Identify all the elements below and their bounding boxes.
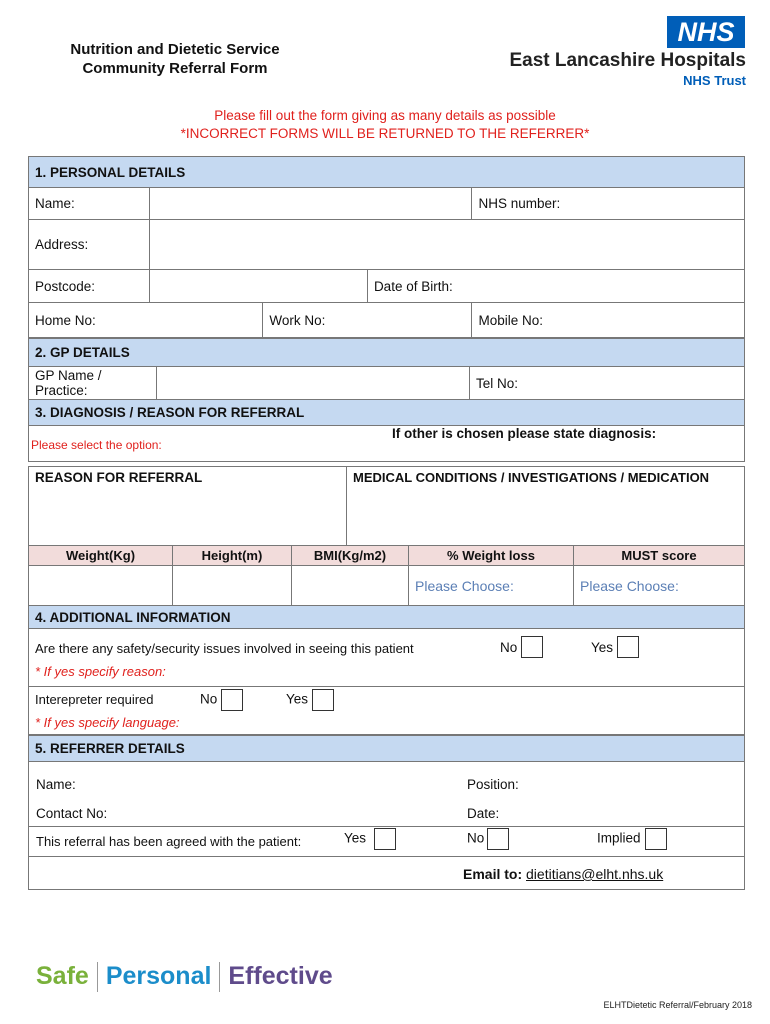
referrer-name-label: Name: (36, 777, 76, 792)
select-option-label: Please select the option: (31, 438, 162, 452)
postcode-label: Postcode: (29, 270, 150, 303)
interpreter-yes-label: Yes (286, 691, 309, 707)
form-title (30, 40, 320, 78)
logo-separator-1 (97, 962, 98, 992)
weight-loss-select[interactable] (409, 566, 574, 606)
address-field[interactable] (150, 220, 745, 270)
interpreter-no-checkbox[interactable] (221, 689, 243, 711)
if-yes-reason: * If yes specify reason: (35, 664, 166, 679)
height-field[interactable] (173, 566, 292, 606)
weight-loss-choose: Please Choose: (415, 577, 514, 594)
additional-info-table (28, 605, 745, 735)
values-logo (36, 962, 333, 992)
interpreter-row (29, 687, 745, 735)
interpreter-no-label: No (200, 691, 218, 707)
safety-row (29, 629, 745, 687)
notice-line-1: Please fill out the form giving as many details as possible (214, 108, 556, 123)
diagnosis-table (28, 399, 745, 462)
name-field[interactable] (150, 188, 472, 220)
nhs-logo: NHS (667, 16, 745, 48)
must-score-select[interactable] (574, 566, 745, 606)
agreed-yes-label: Yes (344, 830, 367, 846)
safety-yes-checkbox[interactable] (617, 636, 639, 658)
value-safe: Safe (36, 962, 89, 990)
postcode-field[interactable] (150, 270, 368, 303)
nhs-number-label: NHS number: (478, 196, 561, 211)
dob-field[interactable] (367, 270, 744, 303)
interpreter-label: Interepreter required (35, 692, 154, 707)
measurements-table (28, 545, 745, 606)
mobile-no-field[interactable] (472, 303, 745, 338)
agreed-implied-option (597, 828, 667, 850)
section-5-heading: 5. REFERRER DETAILS (29, 736, 745, 762)
work-no-field[interactable] (263, 303, 472, 338)
dob-label: Date of Birth: (373, 278, 453, 294)
must-score-choose: Please Choose: (580, 577, 679, 594)
agreed-no-label: No (467, 830, 485, 846)
value-personal: Personal (105, 962, 212, 990)
safety-yes-option (591, 636, 639, 658)
section-1-heading: 1. PERSONAL DETAILS (29, 157, 745, 188)
agreed-yes-checkbox[interactable] (374, 828, 396, 850)
height-header: Height(m) (173, 546, 292, 566)
medical-conditions-field[interactable] (347, 467, 745, 546)
referrer-divider (29, 826, 744, 827)
reason-table (28, 466, 745, 546)
diagnosis-select-row[interactable] (29, 426, 745, 462)
value-effective: Effective (228, 962, 333, 990)
if-yes-language: * If yes specify language: (35, 715, 180, 730)
referrer-position-label: Position: (467, 777, 519, 792)
weight-header: Weight(Kg) (29, 546, 173, 566)
bmi-header: BMI(Kg/m2) (292, 546, 409, 566)
gp-details-table (28, 338, 745, 400)
nhs-number-field[interactable] (472, 188, 745, 220)
work-no-label: Work No: (269, 312, 326, 328)
reason-label: REASON FOR REFERRAL (35, 470, 203, 485)
agreed-no-option (467, 828, 509, 850)
address-label: Address: (29, 220, 150, 270)
medical-label: MEDICAL CONDITIONS / INVESTIGATIONS / MEDICATION (353, 470, 710, 485)
gp-name-field[interactable] (157, 367, 470, 400)
org-name: East Lancashire Hospitals (509, 50, 746, 71)
home-no-label: Home No: (35, 312, 96, 328)
agreed-label: This referral has been agreed with the patient: (36, 834, 302, 849)
referrer-details-table (28, 735, 745, 890)
referrer-date-label: Date: (467, 806, 500, 821)
bmi-field[interactable] (292, 566, 409, 606)
gp-name-label: GP Name / Practice: (29, 367, 157, 400)
notice-line-2: *INCORRECT FORMS WILL BE RETURNED TO THE REFERRER* (180, 126, 590, 141)
safety-no-checkbox[interactable] (521, 636, 543, 658)
section-4-heading: 4. ADDITIONAL INFORMATION (29, 606, 745, 629)
safety-question: Are there any safety/security issues involved in seeing this patient (35, 641, 414, 656)
email-label: Email to: (463, 866, 523, 882)
must-score-header: MUST score (574, 546, 745, 566)
form-reference: ELHTDietetic Referral/February 2018 (603, 1000, 752, 1010)
section-2-heading: 2. GP DETAILS (29, 339, 745, 367)
interpreter-yes-checkbox[interactable] (312, 689, 334, 711)
weight-loss-header: % Weight loss (409, 546, 574, 566)
name-label: Name: (29, 188, 150, 220)
logo-separator-2 (219, 962, 220, 992)
email-line (463, 866, 663, 882)
other-diagnosis-label: If other is chosen please state diagnosis: (392, 426, 657, 441)
interpreter-yes-option (286, 689, 334, 711)
email-link[interactable]: dietitians@elht.nhs.uk (526, 866, 664, 882)
safety-no-label: No (500, 639, 518, 655)
gp-tel-field[interactable] (470, 367, 745, 400)
referrer-body (29, 762, 745, 890)
safety-no-option (500, 636, 543, 658)
weight-field[interactable] (29, 566, 173, 606)
title-line-2: Community Referral Form (82, 60, 268, 77)
org-trust: NHS Trust (683, 73, 746, 88)
safety-yes-label: Yes (591, 639, 614, 655)
reason-for-referral-field[interactable] (29, 467, 347, 546)
interpreter-no-option (200, 689, 243, 711)
agreed-implied-checkbox[interactable] (645, 828, 667, 850)
agreed-yes-option (344, 828, 396, 850)
personal-details-table (28, 156, 745, 338)
agreed-no-checkbox[interactable] (487, 828, 509, 850)
section-3-heading: 3. DIAGNOSIS / REASON FOR REFERRAL (29, 400, 745, 426)
referrer-contact-label: Contact No: (36, 806, 108, 821)
referrer-divider-2 (29, 856, 744, 857)
agreed-implied-label: Implied (597, 830, 641, 846)
home-no-field[interactable] (29, 303, 263, 338)
title-line-1: Nutrition and Dietetic Service (70, 41, 280, 58)
gp-tel-label: Tel No: (476, 375, 519, 391)
mobile-no-label: Mobile No: (478, 312, 543, 328)
